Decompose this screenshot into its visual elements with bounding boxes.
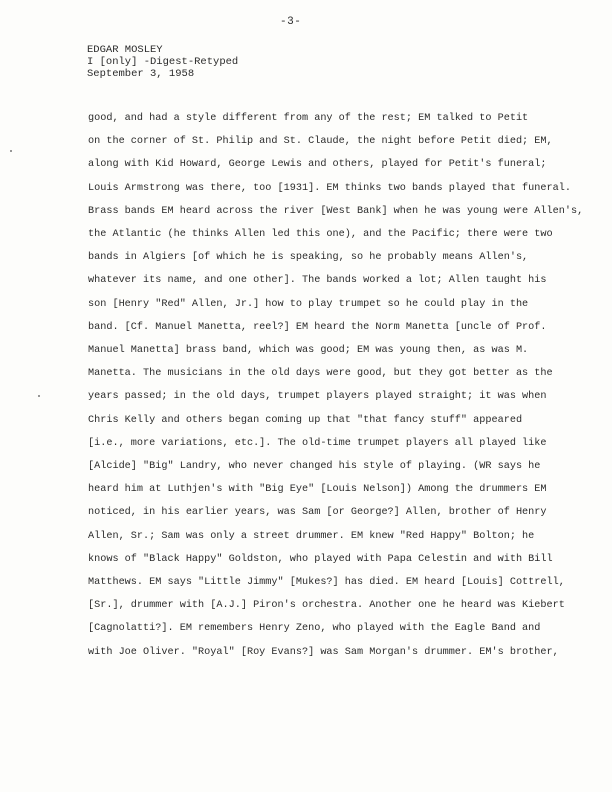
margin-speck [38,395,40,397]
body-text [88,107,588,664]
header-subject: EDGAR MOSLEY [87,44,163,56]
text-line: good, and had a style different from any of the rest; EM talked to Petit [88,113,529,124]
text-line: bands in Algiers [of which he is speaking, so he probably means Allen's, [88,252,529,264]
text-line: Manetta. The musicians in the old days were good, but they got better as the [88,368,553,380]
text-line: along with Kid Howard, George Lewis and others, played for Petit's funeral; [88,159,547,171]
text-line: Matthews. EM says "Little Jimmy" [Mukes?] has died. EM heard [Louis] Cottrell, [88,577,565,589]
page-number: -3- [280,16,302,28]
text-line: with Joe Oliver. "Royal" [Roy Evans?] was Sam Morgan's drummer. EM's brother, [88,646,559,658]
text-line: Louis Armstrong was there, too [1931]. EM thinks two bands played that funeral. [88,182,571,194]
text-line: years passed; in the old days, trumpet players played straight; it was when [88,391,547,403]
text-line: band. [Cf. Manuel Manetta, reel?] EM heard the Norm Manetta [uncle of Prof. [88,321,547,333]
text-line: [Alcide] "Big" Landry, who never changed his style of playing. (WR says he [88,461,541,473]
text-line: heard him at Luthjen's with "Big Eye" [Louis Nelson]) Among the drummers EM [88,484,547,496]
text-line: whatever its name, and one other]. The bands worked a lot; Allen taught his [88,275,547,287]
text-line: Brass bands EM heard across the river [West Bank] when he was young were Allen's, [88,205,584,217]
text-line: son [Henry "Red" Allen, Jr.] how to play trumpet so he could play in the [88,298,529,310]
text-line: Allen, Sr.; Sam was only a street drummer. EM knew "Red Happy" Bolton; he [88,530,535,542]
text-line: [i.e., more variations, etc.]. The old-time trumpet players all played like [88,437,547,449]
text-line: on the corner of St. Philip and St. Claude, the night before Petit died; EM, [88,136,553,148]
text-line: the Atlantic (he thinks Allen led this one), and the Pacific; there were two [88,229,553,241]
document-header [87,44,238,80]
margin-speck [10,150,12,152]
header-date: September 3, 1958 [87,68,195,80]
text-line: Manuel Manetta] brass band, which was good; EM was young then, as was M. [88,345,529,357]
text-line: [Sr.], drummer with [A.J.] Piron's orchestra. Another one he heard was Kiebert [88,600,565,612]
text-line: knows of "Black Happy" Goldston, who played with Papa Celestin and with Bill [88,553,553,565]
header-reel-info: I [only] -Digest-Retyped [87,56,239,68]
text-line: [Cagnolatti?]. EM remembers Henry Zeno, who played with the Eagle Band and [88,623,541,635]
text-line: Chris Kelly and others began coming up that "that fancy stuff" appeared [88,414,523,426]
text-line: noticed, in his earlier years, was Sam [or George?] Allen, brother of Henry [88,507,547,519]
